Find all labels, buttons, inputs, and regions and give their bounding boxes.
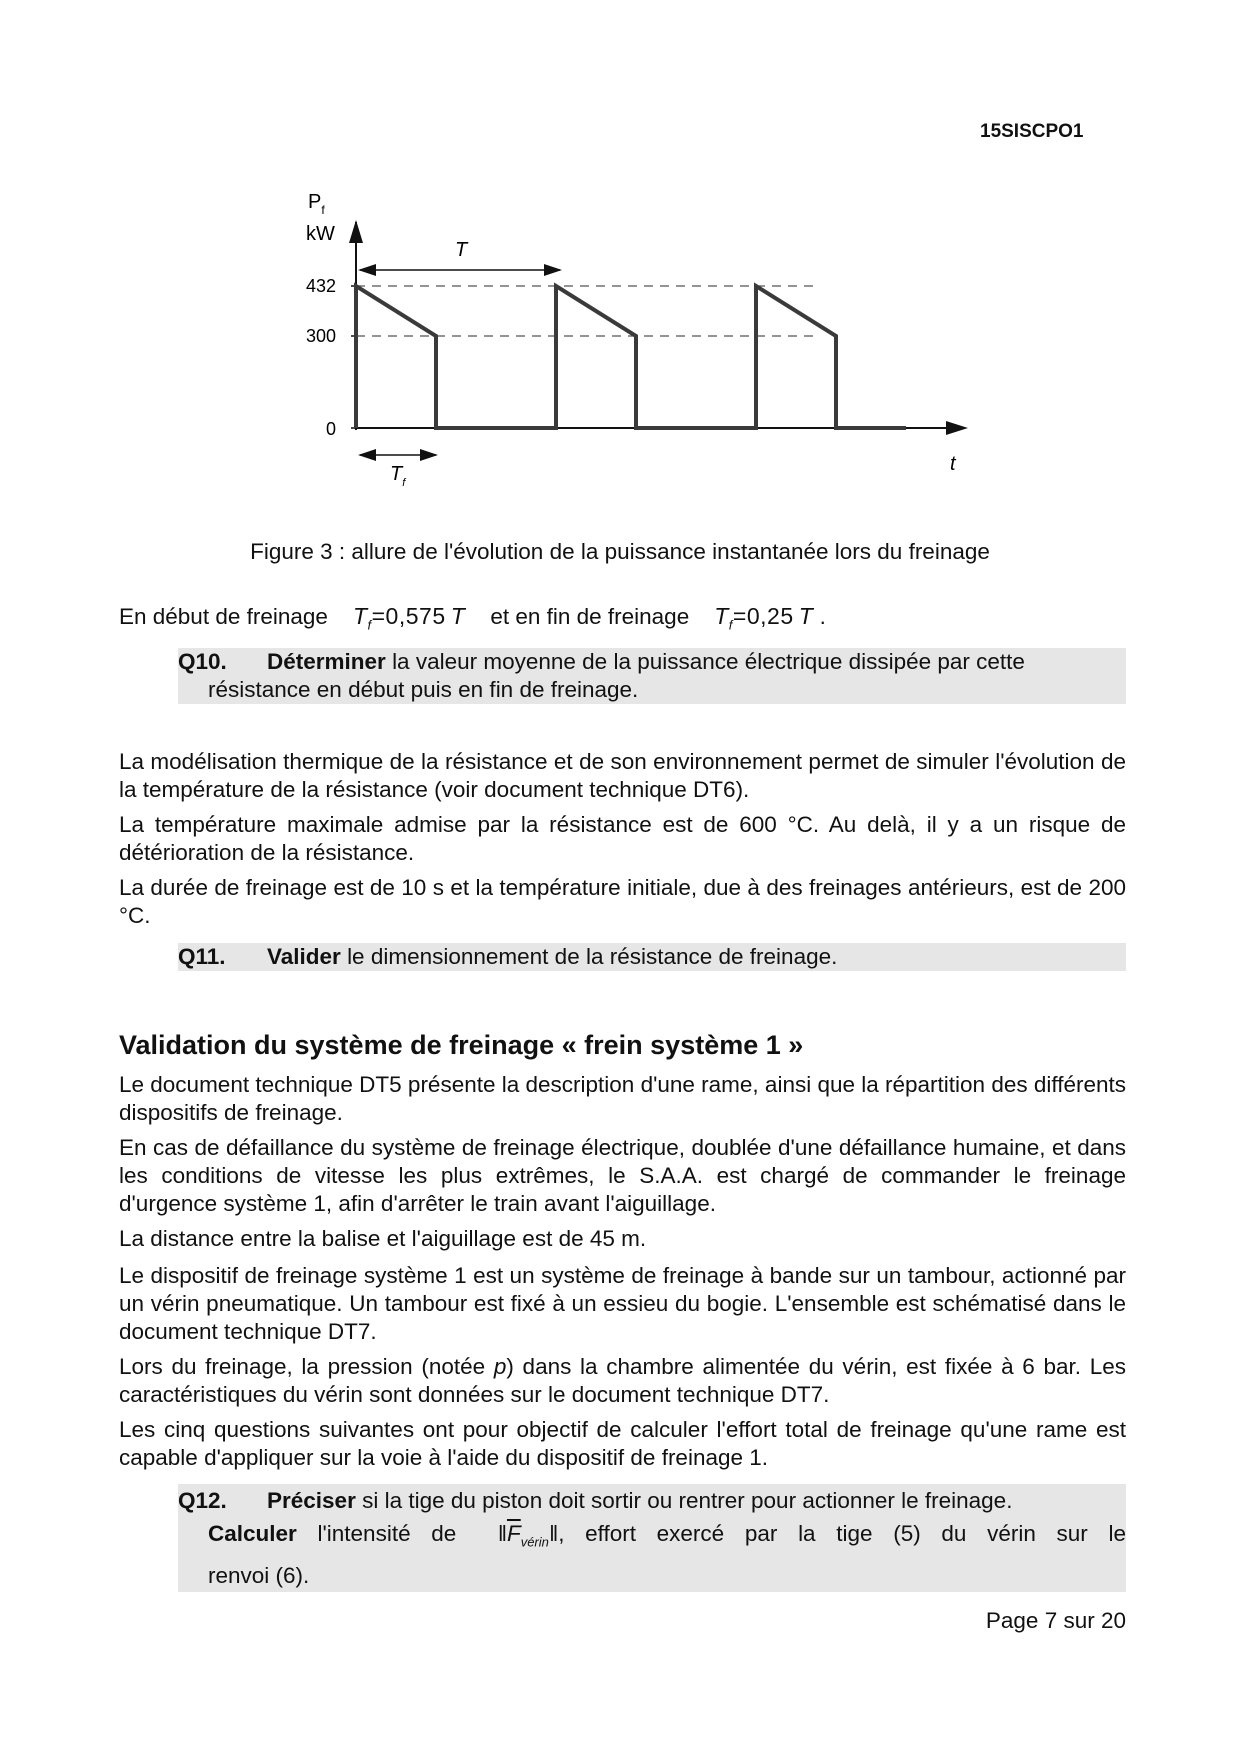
figure-caption: Figure 3 : allure de l'évolution de la puissance instantanée lors du freinage (250, 539, 990, 564)
paragraph-objective: Les cinq questions suivantes ont pour objectif de calculer l'effort total de freinage qu'une rame est capable d'appliquer sur la voie à l'aide du dispositif de freinage 1. (119, 1417, 1126, 1470)
formula-start: $T_f=0,575$ T (352, 603, 466, 633)
y-axis-label: $P_f$ (308, 191, 325, 217)
question-q12: Q12. Préciser si la tige du piston doit sortir ou rentrer pour actionner le freinage. Calculer l'intensité de $‖\overline{F}_{vérin}‖$, effort exercé par la tige (5) du vérin sur le renvoi (6). (178, 1484, 1126, 1592)
power-series-line (356, 286, 906, 428)
paragraph-failure-case: En cas de défaillance du système de freinage électrique, doublée d'une défaillance humaine, et dans les conditions de vitesse les plus extrêmes, le S.A.A. est chargé de commander le freinage d'urgence système 1, afin d'arrêter le train avant l'aiguillage. (119, 1135, 1126, 1216)
tick-label-300: 300 (306, 326, 337, 346)
paragraph-distance: La distance entre la balise et l'aiguillage est de 45 m. (119, 1226, 647, 1251)
paragraph-braking-duration: La durée de freinage est de 10 s et la température initiale, due à des freinages antérieurs, est de 200 °C. (119, 875, 1126, 928)
tick-label-0: 0 (326, 419, 337, 439)
paragraph-pressure: Lors du freinage, la pression (notée p) dans la chambre alimentée du vérin, est fixée à 6 bar. Les caractéristiques du vérin sont données sur le document technique DT7. (119, 1354, 1126, 1407)
period-label: T (455, 239, 468, 261)
tick-label-432: 432 (306, 276, 337, 296)
question-q10: Q10. Déterminer la valeur moyenne de la puissance électrique dissipée par cette résistance en début puis en fin de freinage. (178, 648, 1126, 704)
question-q11: Q11. Valider le dimensionnement de la résistance de freinage. (178, 943, 1126, 971)
page-number: Page 7 sur 20 (985, 1608, 1126, 1633)
paragraph-dt5: Le document technique DT5 présente la description d'une rame, ainsi que la répartition des différents dispositifs de freinage. (119, 1072, 1126, 1125)
paragraph-thermal-model: La modélisation thermique de la résistance et de son environnement permet de simuler l'évolution de la température de la résistance (voir document technique DT6). (119, 749, 1126, 802)
force-norm: $‖\overline{F}_{vérin}‖$ (497, 1521, 559, 1550)
x-axis-arrow (946, 421, 968, 435)
formula-end: $T_f=0,25$ T (714, 603, 814, 633)
y-axis-arrow (349, 220, 363, 243)
power-chart (0, 0, 1240, 520)
section-title: Validation du système de freinage « frein système 1 » (119, 1030, 804, 1060)
paragraph-band-brake: Le dispositif de freinage système 1 est un système de freinage à bande sur un tambour, actionné par un vérin pneumatique. Un tambour est fixé à un essieu du bogie. L'ensemble est schématisé dans le document technique DT7. (119, 1263, 1126, 1344)
document-code: 15SISCPO1 (980, 121, 1084, 142)
y-axis-unit: kW (306, 223, 335, 245)
x-axis-label: t (950, 453, 956, 475)
braking-duration-line: En début de freinage $T_f=0,575$ T et en fin de freinage $T_f=0,25$ T . (119, 603, 826, 633)
braking-time-label: $T_f$ (390, 463, 406, 489)
paragraph-max-temperature: La température maximale admise par la résistance est de 600 °C. Au delà, il y a un risque de détérioration de la résistance. (119, 812, 1126, 865)
